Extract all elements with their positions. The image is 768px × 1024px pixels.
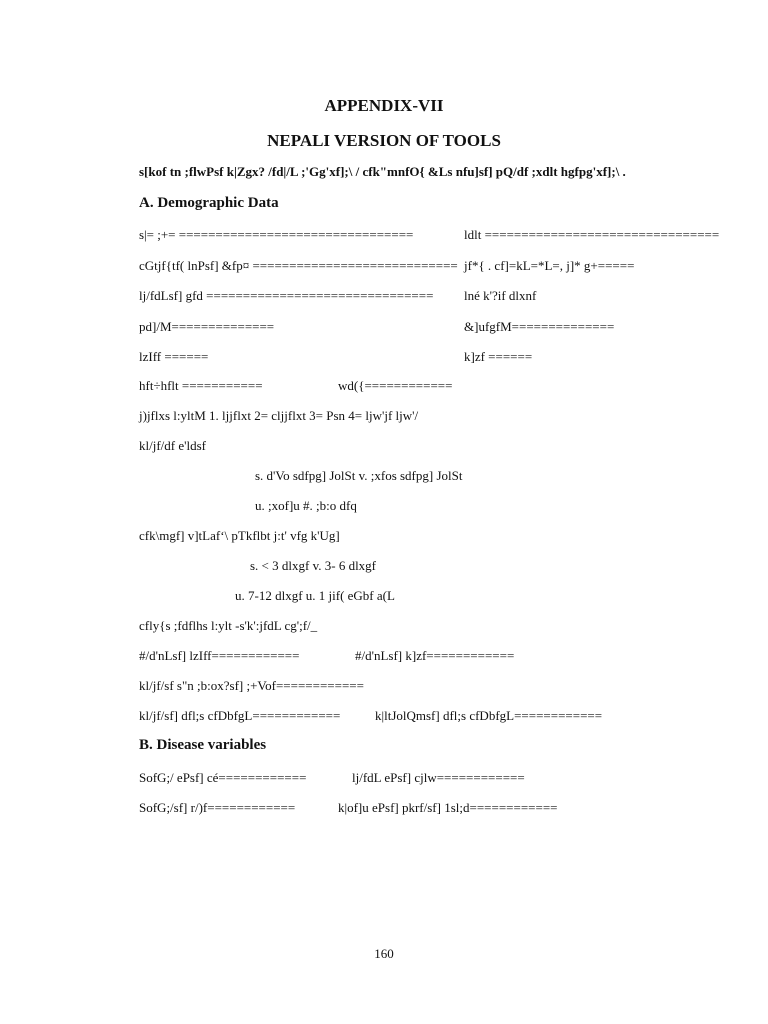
interview-place-field: cGtjf{tf( lnPsf] &fp¤ ============================ (139, 258, 458, 273)
head-occupation-field: #/d'nLsf] k]zf============ (355, 648, 515, 663)
page-number: 160 (374, 946, 394, 961)
family-role-options-2: u. ;xof]u #. ;b:o dfq (255, 498, 357, 513)
section-demographic-heading: A. Demographic Data (139, 195, 279, 211)
treatment-type-field: k|of]u ePsf] pkrf/sf] 1sl;d============ (338, 800, 558, 815)
ward-number-field: jf*{ . cf]=kL=*L=, j]* g+===== (464, 258, 635, 273)
family-role-options-1: s. d'Vo sdfpg] JolSt v. ;xfos sdfpg] JolSt (255, 468, 463, 483)
intro-instruction: s[kof tn ;flwPsf k|Zgx? /fd|/L ;'Gg'xf];\ / cfk"mnfO{ &Ls nfu]sf] pQ/df ;xdlt hgfpg'xf];\ . (139, 164, 626, 179)
age-field: pd]/M============== (139, 319, 275, 334)
food-sufficiency-options-2: u. 7-12 dlxgf u. 1 jif( eGbf a(L (235, 588, 395, 603)
per-capita-income-field: k|ltJolQmsf] dfl;s cfDbfgL============ (375, 708, 603, 723)
date-field: ldlt ================================ (464, 227, 720, 242)
ethnicity-field: wd({============ (338, 378, 453, 393)
socioeconomic-status-label: cfly{s ;fdflhs l:ylt -s'k':jfdL cg';f/_ (139, 618, 318, 633)
monthly-income-field: kl/jf/sf] dfl;s cfDbfgL============ (139, 708, 341, 723)
religion-field: &]ufgfM============== (464, 319, 615, 334)
patient-name-field: lj/fdLsf] gfd =============================== (139, 288, 434, 303)
cancer-stage-field: SofG;/sf] r/)f============ (139, 800, 296, 815)
family-role-label: kl/jf/df e'ldsf (139, 438, 206, 453)
gender-field: lné k'?if dlxnf (464, 288, 537, 303)
section-disease-heading: B. Disease variables (139, 737, 267, 753)
marital-status-field: j)jflxs l:yltM 1. ljjflxt 2= cljjflxt 3= Psn 4= ljw'jf ljw'/ (139, 408, 419, 423)
head-education-field: #/d'nLsf] lzIff============ (139, 648, 300, 663)
illness-duration-field: lj/fdL ePsf] cjlw============ (352, 770, 525, 785)
cancer-site-field: SofG;/ ePsf] cé============ (139, 770, 307, 785)
occupation-field: k]zf ====== (464, 349, 533, 364)
appendix-heading: APPENDIX-VII (324, 96, 444, 115)
serial-number-field: s|= ;+= ================================ (139, 227, 414, 242)
food-sufficiency-options-1: s. < 3 dlxgf v. 3- 6 dlxgf (250, 558, 377, 573)
family-size-field: kl/jf/sf s"n ;b:ox?sf] ;+Vof============ (139, 678, 364, 693)
food-sufficiency-label: cfk\mgf] v]tLaf‘\ pTkflbt j:t' vfg k'Ug] (139, 528, 340, 543)
document-title: NEPALI VERSION OF TOOLS (267, 131, 501, 150)
education-field: lzIff ====== (139, 349, 209, 364)
caste-field: hft÷hflt =========== (139, 378, 263, 393)
